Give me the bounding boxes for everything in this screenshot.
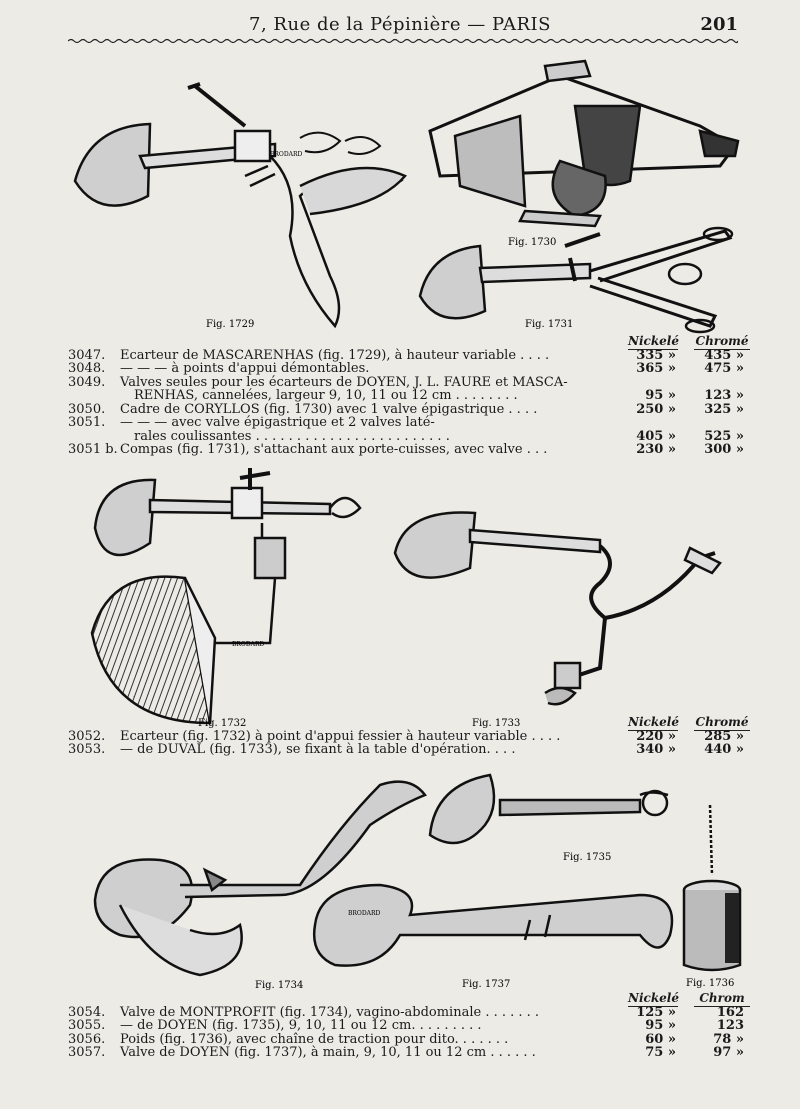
- price-chrome: 440 »: [704, 742, 744, 757]
- fig-1729-label: Fig. 1729: [206, 319, 255, 330]
- item-number: 3056.: [68, 1031, 106, 1047]
- price-chrome: 123: [716, 1018, 744, 1033]
- catalog-row: [68, 389, 748, 403]
- item-description: Cadre de CORYLLOS (fig. 1730) avec 1 valve épigastrique . . . .: [120, 401, 538, 417]
- price-nickel: 125 »: [636, 1004, 676, 1020]
- price-column-headers: [68, 716, 748, 730]
- item-description: Ecarteur (fig. 1732) à point d'appui fessier à hauteur variable . . . .: [120, 728, 561, 744]
- price-chrome: 162: [716, 1004, 744, 1020]
- item-number: 3048.: [68, 361, 106, 376]
- fig-1733-retractor-drawing: [395, 513, 720, 705]
- fig-1737-label: Fig. 1737: [462, 979, 511, 990]
- item-number: 3054.: [68, 1004, 106, 1020]
- item-description: — de DUVAL (fig. 1733), se fixant à la table d'opération. . . .: [120, 742, 516, 757]
- fig-1736-weight-drawing: [684, 805, 740, 970]
- catalog-row: [68, 430, 748, 444]
- catalog-section-2: [68, 716, 748, 757]
- col-chrome-header: Chromé: [695, 715, 749, 729]
- price-nickel: 95 »: [645, 1018, 676, 1033]
- col-chrome-header: Chrom: [694, 992, 750, 1007]
- illustration-figs-1734-1737: [0, 765, 800, 990]
- item-number: 3055.: [68, 1018, 106, 1033]
- item-description: Valves seules pour les écarteurs de DOYEN, J. L. FAURE et MASCA-: [120, 374, 568, 390]
- catalog-row: [68, 349, 748, 363]
- item-number: 3047.: [68, 347, 106, 363]
- price-chrome: 475 »: [704, 361, 744, 376]
- price-nickel: 335 »: [636, 347, 676, 363]
- item-description: Valve de DOYEN (fig. 1737), à main, 9, 10, 11 ou 12 cm . . . . . .: [120, 1045, 536, 1060]
- col-nickel-header: Nickelé: [628, 334, 679, 348]
- fig-1734-label: Fig. 1734: [255, 980, 304, 990]
- item-number: 3053.: [68, 742, 106, 757]
- fig-1735-label: Fig. 1735: [563, 852, 612, 863]
- catalog-section-1: [68, 335, 748, 457]
- catalog-row: [68, 1019, 748, 1033]
- item-number: 3051.: [68, 415, 106, 430]
- fig-1730-label: Fig. 1730: [508, 237, 557, 248]
- catalog-section-3: [68, 992, 748, 1060]
- page-header: [0, 0, 800, 44]
- fig-1733-label: Fig. 1733: [472, 718, 521, 729]
- fig-1737-valve-drawing: [314, 885, 672, 966]
- price-nickel: 60 »: [645, 1031, 676, 1047]
- illustration-figs-1732-1733: [0, 468, 800, 730]
- item-number: 3050.: [68, 401, 106, 417]
- price-chrome: 525 »: [704, 428, 744, 444]
- item-description: — — — à points d'appui démontables.: [120, 361, 370, 376]
- illustration-figs-1729-1731: [0, 46, 800, 336]
- price-nickel: 405 »: [636, 428, 676, 444]
- price-nickel: 95 »: [645, 388, 676, 403]
- catalog-row: [68, 1046, 748, 1060]
- catalog-row: [68, 376, 748, 390]
- catalog-row: [68, 730, 748, 744]
- col-nickel-header: Nickelé: [628, 715, 679, 729]
- catalog-row: [68, 416, 748, 430]
- page-number: 201: [700, 14, 738, 35]
- price-chrome: 97 »: [713, 1045, 744, 1060]
- price-column-headers: [68, 335, 748, 349]
- item-number: 3052.: [68, 728, 106, 744]
- item-description: rales coulissantes . . . . . . . . . . . . . . . . . . . . . . . .: [134, 428, 450, 444]
- price-chrome: 300 »: [704, 442, 744, 457]
- fig-1729-retractor-drawing: [75, 84, 405, 326]
- catalog-row: [68, 443, 748, 457]
- fig-1731-label: Fig. 1731: [525, 319, 574, 330]
- catalog-row: [68, 403, 748, 417]
- price-nickel: 75 »: [645, 1045, 676, 1060]
- price-chrome: 78 »: [713, 1031, 744, 1047]
- item-description: Compas (fig. 1731), s'attachant aux porte-cuisses, avec valve . . .: [120, 442, 548, 457]
- item-description: — de DOYEN (fig. 1735), 9, 10, 11 ou 12 cm. . . . . . . . .: [120, 1018, 482, 1033]
- price-nickel: 230 »: [636, 442, 676, 457]
- price-chrome: 435 »: [704, 347, 744, 363]
- item-number: 3051 b.: [68, 442, 118, 457]
- col-chrome-header: Chromé: [695, 334, 749, 348]
- fig-1732-retractor-drawing: [92, 468, 360, 723]
- price-chrome: 123 »: [704, 388, 744, 403]
- brand-stamp: BRODARD: [232, 641, 265, 648]
- price-nickel: 220 »: [636, 728, 676, 744]
- price-chrome: 325 »: [704, 401, 744, 417]
- price-nickel: 340 »: [636, 742, 676, 757]
- header-title: 7, Rue de la Pépinière — PARIS: [249, 14, 551, 35]
- catalog-row: [68, 1033, 748, 1047]
- fig-1730-frame-drawing: [430, 61, 738, 226]
- price-nickel: 250 »: [636, 401, 676, 417]
- price-nickel: 365 »: [636, 361, 676, 376]
- item-description: RENHAS, cannelées, largeur 9, 10, 11 ou 12 cm . . . . . . . .: [134, 388, 518, 403]
- catalog-row: [68, 743, 748, 757]
- catalog-row: [68, 1006, 748, 1020]
- price-chrome: 285 »: [704, 728, 744, 744]
- fig-1731-compass-drawing: [420, 228, 732, 332]
- header-wavy-rule: [68, 38, 738, 44]
- brand-stamp: BRODARD: [348, 910, 381, 917]
- item-description: Poids (fig. 1736), avec chaîne de traction pour dito. . . . . . .: [120, 1031, 509, 1047]
- catalog-row: [68, 362, 748, 376]
- col-nickel-header: Nickelé: [628, 991, 679, 1005]
- item-number: 3057.: [68, 1045, 106, 1060]
- item-description: — — — avec valve épigastrique et 2 valves laté-: [120, 415, 435, 430]
- item-description: Valve de MONTPROFIT (fig. 1734), vagino-abdominale . . . . . . .: [120, 1004, 540, 1020]
- item-description: Ecarteur de MASCARENHAS (fig. 1729), à hauteur variable . . . .: [120, 347, 550, 363]
- fig-1736-label: Fig. 1736: [686, 978, 735, 989]
- price-column-headers: [68, 992, 748, 1006]
- fig-1735-valve-drawing: [430, 775, 668, 843]
- item-number: 3049.: [68, 374, 106, 390]
- fig-1732-label: Fig. 1732: [198, 718, 247, 729]
- brand-stamp: BRODARD: [270, 151, 303, 158]
